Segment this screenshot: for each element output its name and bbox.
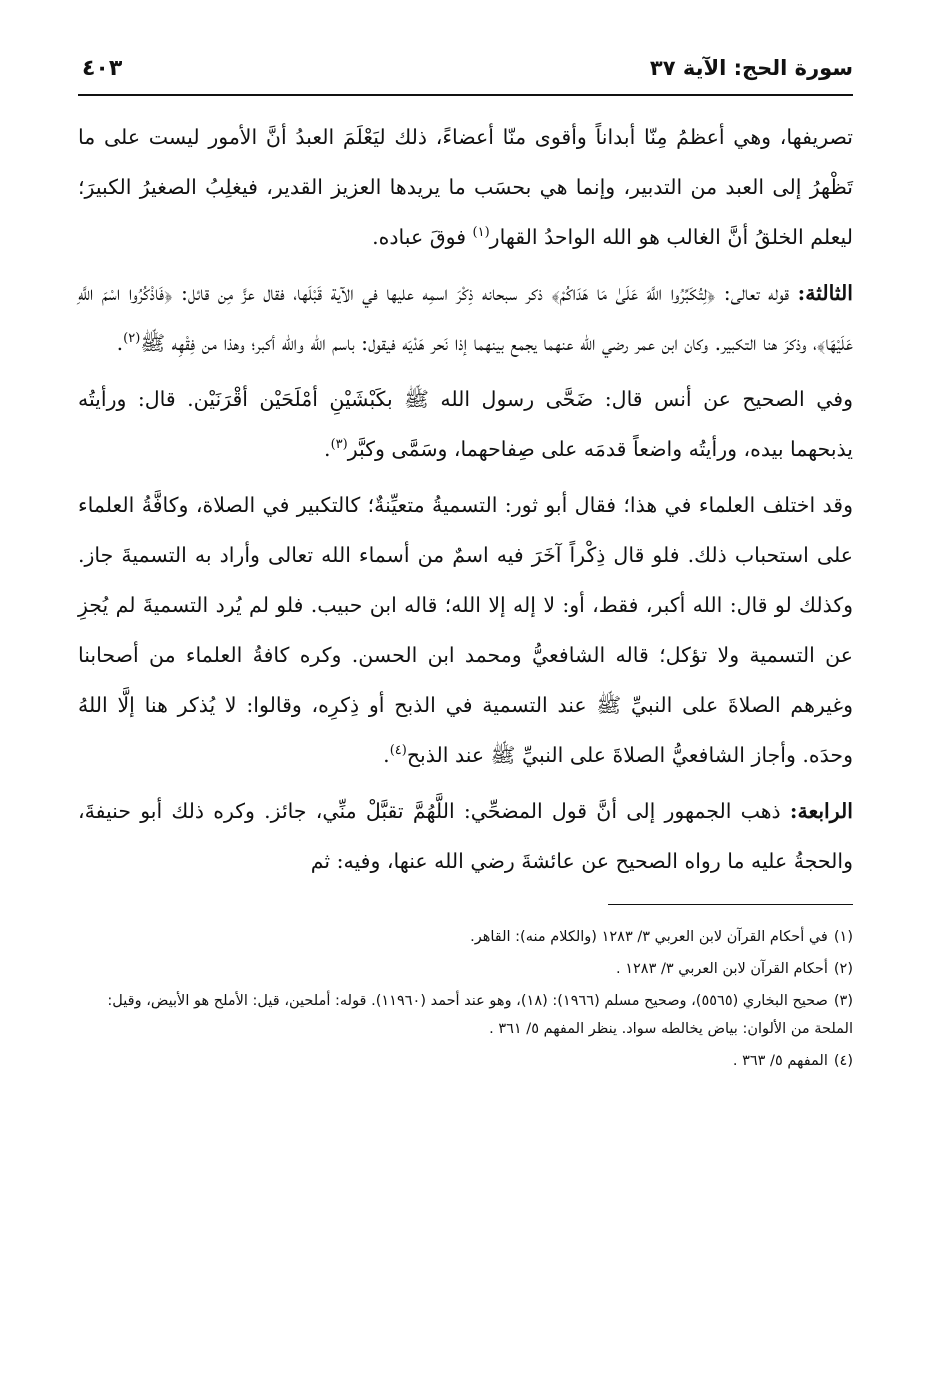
footnote-number: (٤) xyxy=(833,1053,853,1069)
footnote-separator xyxy=(608,904,853,905)
footnote-ref[interactable]: (١) xyxy=(472,225,490,241)
running-title: سورة الحج: الآية ٣٧ xyxy=(649,56,853,80)
page-number: ٤٠٣ xyxy=(82,56,123,81)
footnote-text: المفهم ٥/ ٣٦٣ . xyxy=(732,1053,828,1069)
footnote-ref[interactable]: (٣) xyxy=(330,437,348,453)
footnotes xyxy=(78,923,853,1075)
footnote-ref[interactable]: (٤) xyxy=(389,743,407,759)
paragraph-tail: . xyxy=(116,331,124,355)
page-header xyxy=(78,54,853,96)
paragraph-text: قوله تعالى: ﴿لِتُكَبِّرُوا اللَّهَ عَلَىٰ مَا هَدَاكُمْ﴾ ذكر سبحانه ذِكْرَ اسمِه عليها في الآية قَبْلَها، فقال عزَّ مِن قائل: ﴿فَاذْكُرُوا اسْمَ اللَّهِ عَلَيْهَا﴾، وذكرَ هنا التكبير. وكان ابن عمر رضي الله عنهما يجمع بينهما إذا نَحر هَدْيَه فيقول: باسم الله والله أكبر؛ وهذا من فِقْهِه ﷺ xyxy=(78,281,853,355)
paragraph-text: تصريفها، وهي أعظمُ مِنّا أبداناً وأقوى منّا أعضاءً، ذلك ليَعْلَمَ العبدُ أنَّ الأمور ليست على ما تَظْهرُ إلى العبد من التدبير، وإنما هي بحسَب ما يريدها العزيز القدير، فيغلِبُ الصغيرُ الكبيرَ؛ ليعلم الخلقُ أنَّ الغالب هو الله الواحدُ القهار xyxy=(78,125,853,249)
footnote-number: (٢) xyxy=(833,961,853,977)
footnote xyxy=(78,923,853,951)
footnote-number: (٣) xyxy=(833,993,853,1009)
footnote xyxy=(78,955,853,983)
paragraph xyxy=(78,480,853,780)
footnote-text: أحكام القرآن لابن العربي ٣/ ١٢٨٣ . xyxy=(615,961,828,977)
paragraph-text: ذهب الجمهور إلى أنَّ قول المضحِّي: اللَّهُمَّ تقبَّلْ منِّي، جائز. وكره ذلك أبو حنيفةَ، والحجةُ عليه ما رواه الصحيح عن عائشةَ رضي الله عنها، وفيه: ثم xyxy=(78,799,853,873)
paragraph xyxy=(78,786,853,886)
paragraph-tail: . xyxy=(324,437,331,461)
footnote xyxy=(78,987,853,1043)
paragraph xyxy=(78,374,853,474)
footnote-ref[interactable]: (٢) xyxy=(123,331,141,347)
paragraph-lead: الثالثة: xyxy=(797,281,853,305)
paragraph-text: وفي الصحيح عن أنس قال: ضَحَّى رسول الله ﷺ بكَبْشَيْنِ أمْلَحَيْن أقْرَنَيْن. قال: ورأيتُه يذبحهما بيده، ورأيتُه واضعاً قدمَه على صِفاحهما، وسَمَّى وكبَّر xyxy=(78,387,853,461)
main-text xyxy=(78,112,853,886)
paragraph-lead: الرابعة: xyxy=(789,799,853,823)
paragraph-tail: فوقَ عباده. xyxy=(372,225,473,249)
paragraph-tail: . xyxy=(383,743,390,767)
paragraph-text: وقد اختلف العلماء في هذا؛ فقال أبو ثور: التسميةُ متعيِّنةٌ؛ كالتكبير في الصلاة، وكافَّةُ العلماء على استحباب ذلك. فلو قال ذِكْراً آخَرَ فيه اسمٌ من أسماء الله تعالى وأراد به التسميةَ جاز. وكذلك لو قال: الله أكبر، فقط، أو: لا إله إلا الله؛ قاله ابن حبيب. فلو لم يُرد التسميةَ لم يُجزِ عن التسمية ولا تؤكل؛ قاله الشافعيُّ ومحمد ابن الحسن. وكره كافةُ العلماء من أصحابنا وغيرهم الصلاةَ على النبيِّ ﷺ عند التسمية في الذبح أو ذِكرِه، وقالوا: لا يُذكر هنا إلَّا اللهُ وحدَه. وأجاز الشافعيُّ الصلاةَ على النبيِّ ﷺ عند الذبح xyxy=(78,493,853,767)
paragraph xyxy=(78,268,853,368)
footnote-text: في أحكام القرآن لابن العربي ٣/ ١٢٨٣ (والكلام منه): القاهر. xyxy=(470,929,828,945)
paragraph xyxy=(78,112,853,262)
footnote xyxy=(78,1047,853,1075)
book-page xyxy=(78,54,853,1354)
footnote-text: صحيح البخاري (٥٥٦٥)، وصحيح مسلم (١٩٦٦): (١٨)، وهو عند أحمد (١١٩٦٠). قوله: أملحين، قيل: الأملح هو الأبيض، وقيل: الملحة من الألوان: بياض يخالطه سواد. ينظر المفهم ٥/ ٣٦١ . xyxy=(107,993,853,1037)
footnote-number: (١) xyxy=(833,929,853,945)
